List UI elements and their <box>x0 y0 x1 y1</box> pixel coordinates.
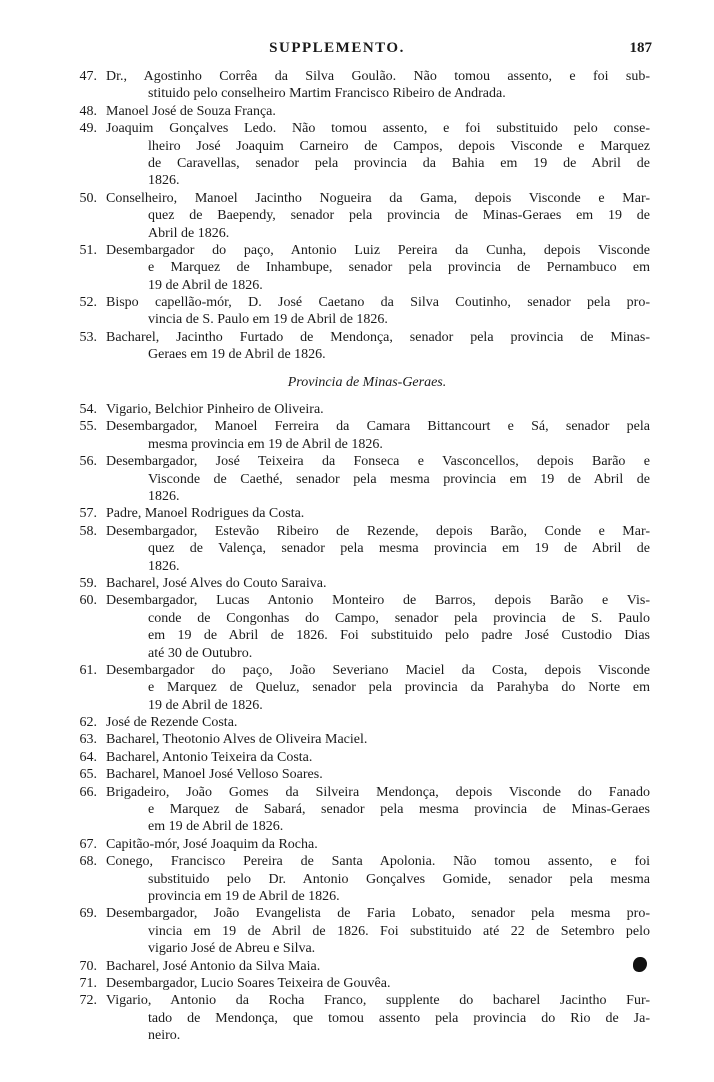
entry-text-line: Brigadeiro, João Gomes da Silveira Mendonça, depois Visconde do Fanado <box>106 784 650 800</box>
entry-text-line: Desembargador, João Evangelista de Faria Lobato, senador pela mesma pro- <box>106 906 650 922</box>
entry-number: 54. <box>79 402 97 418</box>
entry-text-line: em 19 de Abril de 1826. <box>148 819 284 835</box>
entry-text-line: Desembargador do paço, João Severiano Maciel da Costa, depois Visconde <box>106 662 650 678</box>
entry-text-line: tado de Mendonça, que tomou assento pela provincia do Rio de Ja- <box>148 1010 650 1026</box>
list-item <box>0 975 714 992</box>
entry-text-line: 1826. <box>148 489 180 504</box>
entry-number: 51. <box>79 242 97 258</box>
entry-text-line: Bacharel, Theotonio Alves de Oliveira Maciel. <box>106 732 368 748</box>
list-item <box>0 453 714 505</box>
entry-text-line: neiro. <box>148 1028 181 1044</box>
entry-number: 63. <box>79 732 97 748</box>
entry-text-line: stituido pelo conselheiro Martim Francisco Ribeiro de Andrada. <box>148 86 506 102</box>
list-item <box>0 120 714 190</box>
list-item <box>0 242 714 294</box>
entry-number: 52. <box>79 295 97 311</box>
list-item <box>0 68 714 103</box>
entry-number: 69. <box>79 906 97 922</box>
entry-text-line: Conego, Francisco Pereira de Santa Apolonia. Não tomou assento, e foi <box>106 854 650 870</box>
entry-number: 65. <box>79 767 97 783</box>
entry-text-line: vigario José de Abreu e Silva. <box>148 941 316 957</box>
entry-number: 61. <box>79 662 97 678</box>
list-item <box>0 836 714 853</box>
entry-text-line: 19 de Abril de 1826. <box>148 277 263 293</box>
list-item <box>0 853 714 905</box>
entry-text-line: Bacharel, José Alves do Couto Saraiva. <box>106 575 327 591</box>
entry-text-line: Capitão-mór, José Joaquim da Rocha. <box>106 836 318 852</box>
list-item <box>0 766 714 783</box>
entry-number: 62. <box>79 715 97 731</box>
entry-number: 50. <box>79 190 97 206</box>
entry-text-line: de Caravellas, senador pela provincia da Bahia em 19 de Abril de <box>148 155 650 171</box>
entry-text-line: provincia em 19 de Abril de 1826. <box>148 888 340 904</box>
list-item <box>0 103 714 120</box>
senator-list <box>0 68 714 1045</box>
list-item <box>0 190 714 242</box>
entry-text-line: Desembargador, Estevão Ribeiro de Rezende, depois Barão, Conde e Mar- <box>106 523 650 539</box>
entry-text-line: Dr., Agostinho Corrêa da Silva Goulão. Não tomou assento, e foi sub- <box>106 69 650 84</box>
entry-text-line: substituido pelo Dr. Antonio Gonçalves Gomide, senador pela mesma <box>148 871 650 887</box>
entry-number: 56. <box>79 454 97 470</box>
entry-text-line: 1826. <box>148 173 180 189</box>
entry-text-line: Bispo capellão-mór, D. José Caetano da Silva Coutinho, senador pela pro- <box>106 295 650 311</box>
entry-number: 55. <box>79 419 97 435</box>
entry-number: 60. <box>79 593 97 609</box>
entry-text-line: Desembargador, Lucas Antonio Monteiro de Barros, depois Barão e Vis- <box>106 593 650 609</box>
entry-text-line: vincia de S. Paulo em 19 de Abril de 1826. <box>148 312 388 328</box>
list-item <box>0 523 714 575</box>
entry-number: 72. <box>79 993 97 1009</box>
list-item <box>0 905 714 957</box>
list-item <box>0 418 714 453</box>
entry-number: 64. <box>79 749 97 765</box>
list-item <box>0 592 714 662</box>
list-item <box>0 505 714 522</box>
entry-text-line: e Marquez de Inhambupe, senador pela provincia de Pernambuco em <box>148 260 650 276</box>
list-item <box>0 731 714 748</box>
entry-text-line: Geraes em 19 de Abril de 1826. <box>148 347 326 363</box>
entry-number: 68. <box>79 854 97 870</box>
list-item <box>0 784 714 836</box>
entry-number: 58. <box>79 523 97 539</box>
entry-text-line: Desembargador, Lucio Soares Teixeira de Gouvêa. <box>106 975 391 991</box>
entry-text-line: até 30 de Outubro. <box>148 645 253 661</box>
entry-text-line: lheiro José Joaquim Carneiro de Campos, depois Visconde e Marquez <box>148 138 650 154</box>
entry-text-line: Desembargador, José Teixeira da Fonseca e Vasconcellos, depois Barão e <box>106 454 650 470</box>
entry-text-line: quez de Valença, senador pela mesma provincia em 19 de Abril de <box>148 541 650 557</box>
entry-number: 53. <box>79 329 97 345</box>
entry-text-line: e Marquez de Sabará, senador pela mesma provincia de Minas-Geraes <box>148 802 650 818</box>
list-item <box>0 401 714 418</box>
entry-text-line: Desembargador do paço, Antonio Luiz Pereira da Cunha, depois Visconde <box>106 242 650 258</box>
entry-text-line: Visconde de Caethé, senador pela mesma provincia em 19 de Abril de <box>148 471 650 487</box>
entry-text-line: vincia em 19 de Abril de 1826. Foi substituido até 22 de Setembro pelo <box>148 923 650 939</box>
entry-text-line: Vigario, Belchior Pinheiro de Oliveira. <box>106 402 324 418</box>
entry-text-line: Bacharel, Manoel José Velloso Soares. <box>106 767 323 783</box>
entry-text-line: 1826. <box>148 558 180 574</box>
list-item <box>0 749 714 766</box>
entry-number: 66. <box>79 784 97 800</box>
entry-number: 71. <box>79 975 97 991</box>
entry-number: 59. <box>79 575 97 591</box>
list-item <box>0 992 714 1044</box>
entry-text-line: Bacharel, Antonio Teixeira da Costa. <box>106 749 313 765</box>
entry-text-line: conde de Congonhas do Campo, senador pela provincia de S. Paulo <box>148 610 650 626</box>
entry-text-line: Padre, Manoel Rodrigues da Costa. <box>106 506 305 522</box>
list-item <box>0 329 714 364</box>
entry-number: 57. <box>79 506 97 522</box>
entry-text-line: Bacharel, José Antonio da Silva Maia. <box>106 958 321 974</box>
entry-text-line: e Marquez de Queluz, senador pela provincia da Parahyba do Norte em <box>148 680 650 696</box>
section-heading: Provincia de Minas-Geraes. <box>287 374 447 390</box>
entry-text-line: em 19 de Abril de 1826. Foi substituido pelo padre José Custodio Dias <box>148 628 650 644</box>
entry-text-line: mesma provincia em 19 de Abril de 1826. <box>148 436 383 452</box>
entry-number: 49. <box>79 121 97 137</box>
page-number: 187 <box>629 40 652 56</box>
entry-text-line: Conselheiro, Manoel Jacintho Nogueira da Gama, depois Visconde e Mar- <box>106 190 650 206</box>
list-item <box>0 294 714 329</box>
running-header-title: SUPPLEMENTO. <box>269 40 405 56</box>
entry-text-line: Desembargador, Manoel Ferreira da Camara Bittancourt e Sá, senador pela <box>106 419 650 435</box>
list-item <box>0 662 714 714</box>
entry-text-line: Abril de 1826. <box>148 225 230 241</box>
entry-number: 47. <box>79 69 97 84</box>
entry-text-line: Bacharel, Jacintho Furtado de Mendonça, senador pela provincia de Minas- <box>106 329 650 345</box>
entry-number: 48. <box>79 103 97 119</box>
entry-text-line: José de Rezende Costa. <box>106 715 238 731</box>
entry-text-line: Joaquim Gonçalves Ledo. Não tomou assento, e foi substituido pelo conse- <box>106 121 650 137</box>
entry-text-line: Vigario, Antonio da Rocha Franco, supplente do bacharel Jacintho Fur- <box>106 993 650 1009</box>
entry-text-line: quez de Baependy, senador pela provincia de Minas-Geraes em 19 de <box>148 208 650 224</box>
entry-text-line: Manoel José de Souza França. <box>106 103 276 119</box>
list-item <box>0 575 714 592</box>
entry-number: 70. <box>79 958 97 974</box>
entry-number: 67. <box>79 836 97 852</box>
list-item <box>0 958 714 975</box>
entry-text-line: 19 de Abril de 1826. <box>148 697 263 713</box>
list-item <box>0 714 714 731</box>
